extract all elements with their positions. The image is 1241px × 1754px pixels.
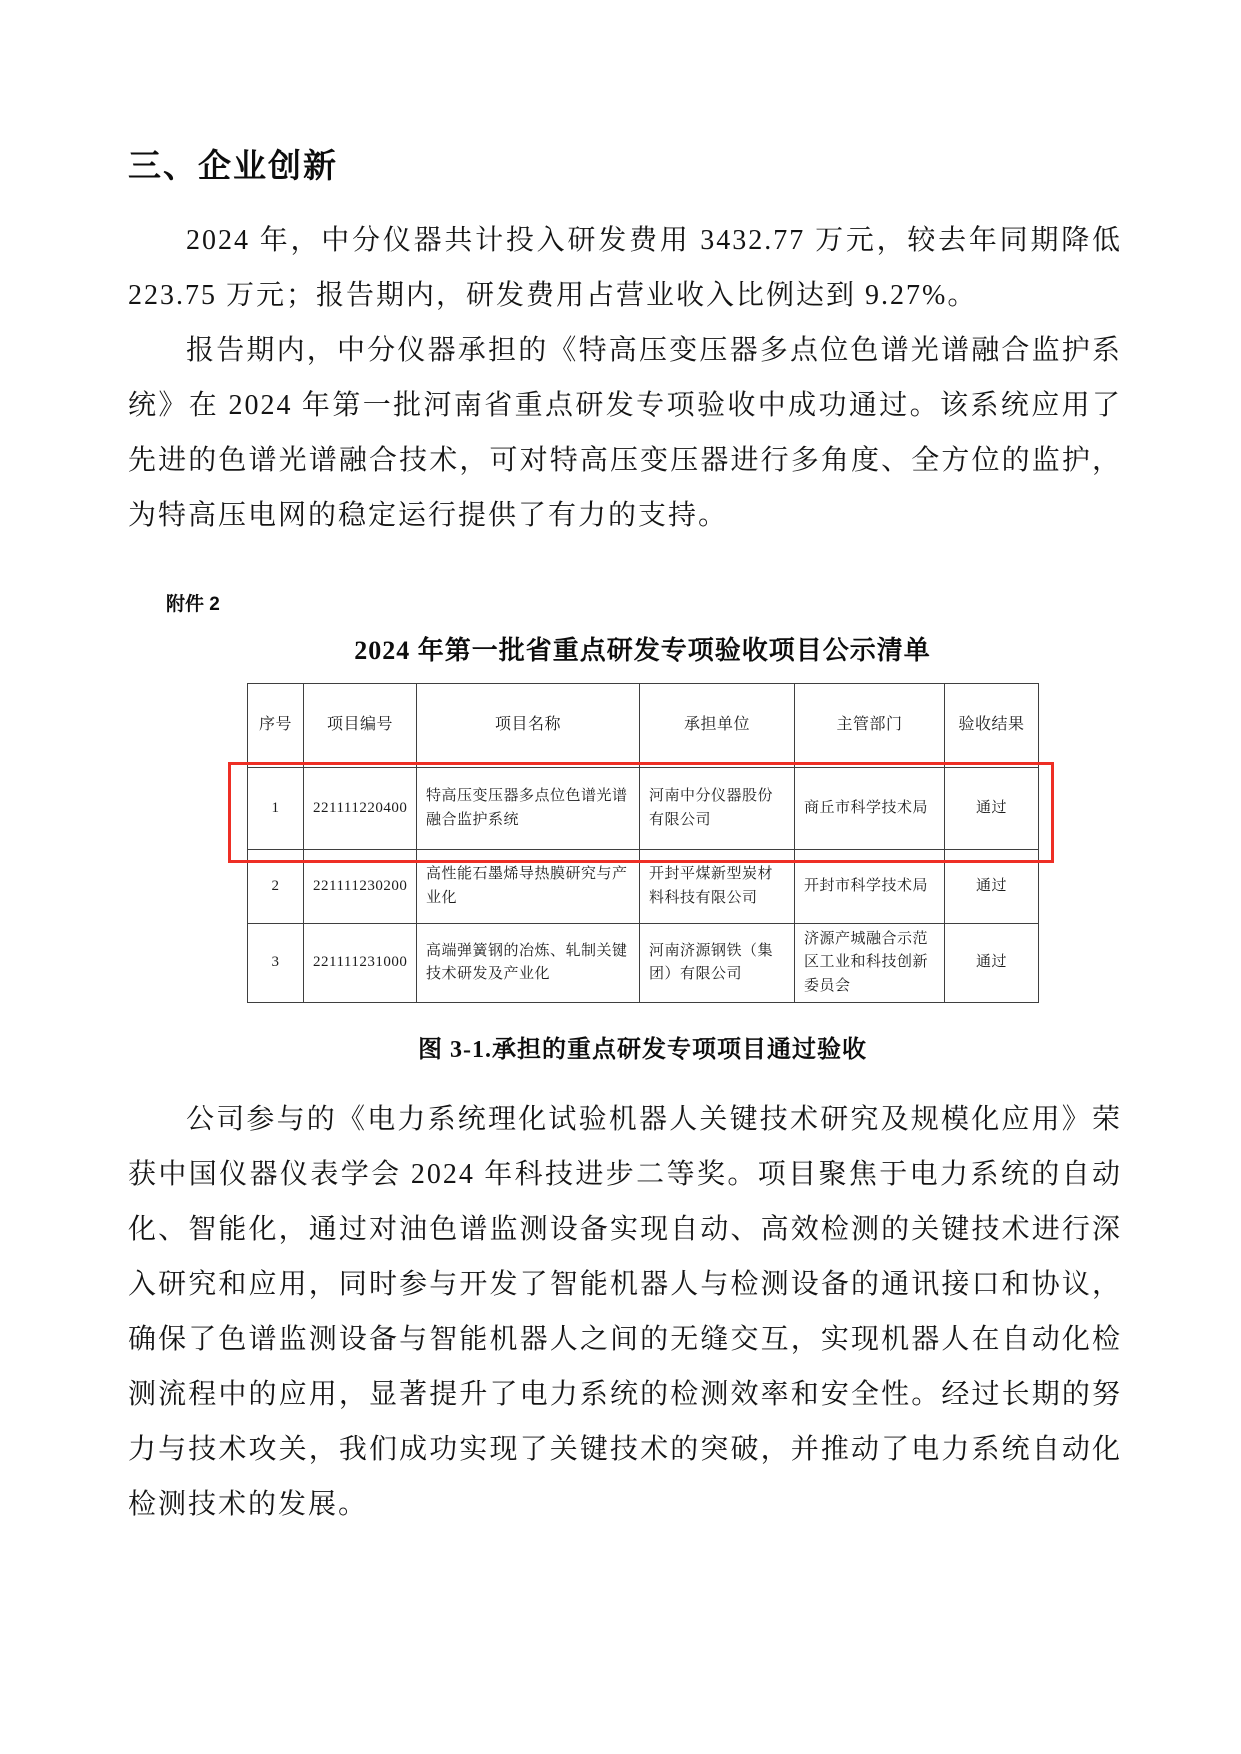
header-cell-acceptance-result: 验收结果 [945,684,1039,768]
figure-caption: 图 3-1.承担的重点研发专项项目通过验收 [418,1036,867,1063]
cell-supervisor-dept: 商丘市科学技术局 [795,768,945,850]
paragraph-rd-investment: 2024 年，中分仪器共计投入研发费用 3432.77 万元，较去年同期降低 223.75 万元；报告期内，研发费用占营业收入比例达到 9.27%。 [128,225,1122,311]
cell-project-number: 221111231000 [304,924,417,1003]
header-cell-supervisor-dept: 主管部门 [795,684,945,768]
cell-supervisor-dept: 济源产城融合示范区工业和科技创新委员会 [795,924,945,1003]
cell-project-name: 高性能石墨烯导热膜研究与产业化 [417,850,640,924]
cell-index: 3 [248,924,304,1003]
header-cell-index: 序号 [248,684,304,768]
cell-acceptance-result: 通过 [945,768,1039,850]
table-row [248,768,1039,850]
header-cell-undertaking-unit: 承担单位 [640,684,795,768]
cell-project-number: 221111220400 [304,768,417,850]
section-heading: 三、企业创新 [128,147,338,184]
cell-project-name: 高端弹簧钢的冶炼、轧制关键技术研发及产业化 [417,924,640,1003]
paragraph-project-acceptance: 报告期内，中分仪器承担的《特高压变压器多点位色谱光谱融合监护系统》在 2024 年第一批河南省重点研发专项验收中成功通过。该系统应用了先进的色谱光谱融合技术，可对特高压变压器进行多角度、全方位的监护，为特高压电网的稳定运行提供了有力的支持。 [128,335,1122,531]
table-holder [247,683,1038,1003]
cell-acceptance-result: 通过 [945,924,1039,1003]
header-cell-project-name: 项目名称 [417,684,640,768]
table-row [248,924,1039,1003]
table-row [248,850,1039,924]
acceptance-table-section [247,630,1038,1003]
cell-project-number: 221111230200 [304,850,417,924]
cell-index: 2 [248,850,304,924]
cell-undertaking-unit: 开封平煤新型炭材料科技有限公司 [640,850,795,924]
cell-undertaking-unit: 河南中分仪器股份有限公司 [640,768,795,850]
paragraph-award: 公司参与的《电力系统理化试验机器人关键技术研究及规模化应用》荣获中国仪器仪表学会 2024 年科技进步二等奖。项目聚焦于电力系统的自动化、智能化，通过对油色谱监测设备实现自动、高效检测的关键技术进行深入研究和应用，同时参与开发了智能机器人与检测设备的通讯接口和协议，确保了色谱监测设备与智能机器人之间的无缝交互，实现机器人在自动化检测流程中的应用，显著提升了电力系统的检测效率和安全性。经过长期的努力与技术攻关，我们成功实现了关键技术的突破，并推动了电力系统自动化检测技术的发展。 [128,1103,1122,1520]
cell-undertaking-unit: 河南济源钢铁（集团）有限公司 [640,924,795,1003]
cell-index: 1 [248,768,304,850]
cell-project-name: 特高压变压器多点位色谱光谱融合监护系统 [417,768,640,850]
cell-supervisor-dept: 开封市科学技术局 [795,850,945,924]
header-cell-project-number: 项目编号 [304,684,417,768]
cell-acceptance-result: 通过 [945,850,1039,924]
table-header-row [248,684,1039,768]
acceptance-projects-table [247,683,1039,1003]
attachment-label: 附件 2 [166,594,220,615]
table-title: 2024 年第一批省重点研发专项验收项目公示清单 [354,636,931,665]
